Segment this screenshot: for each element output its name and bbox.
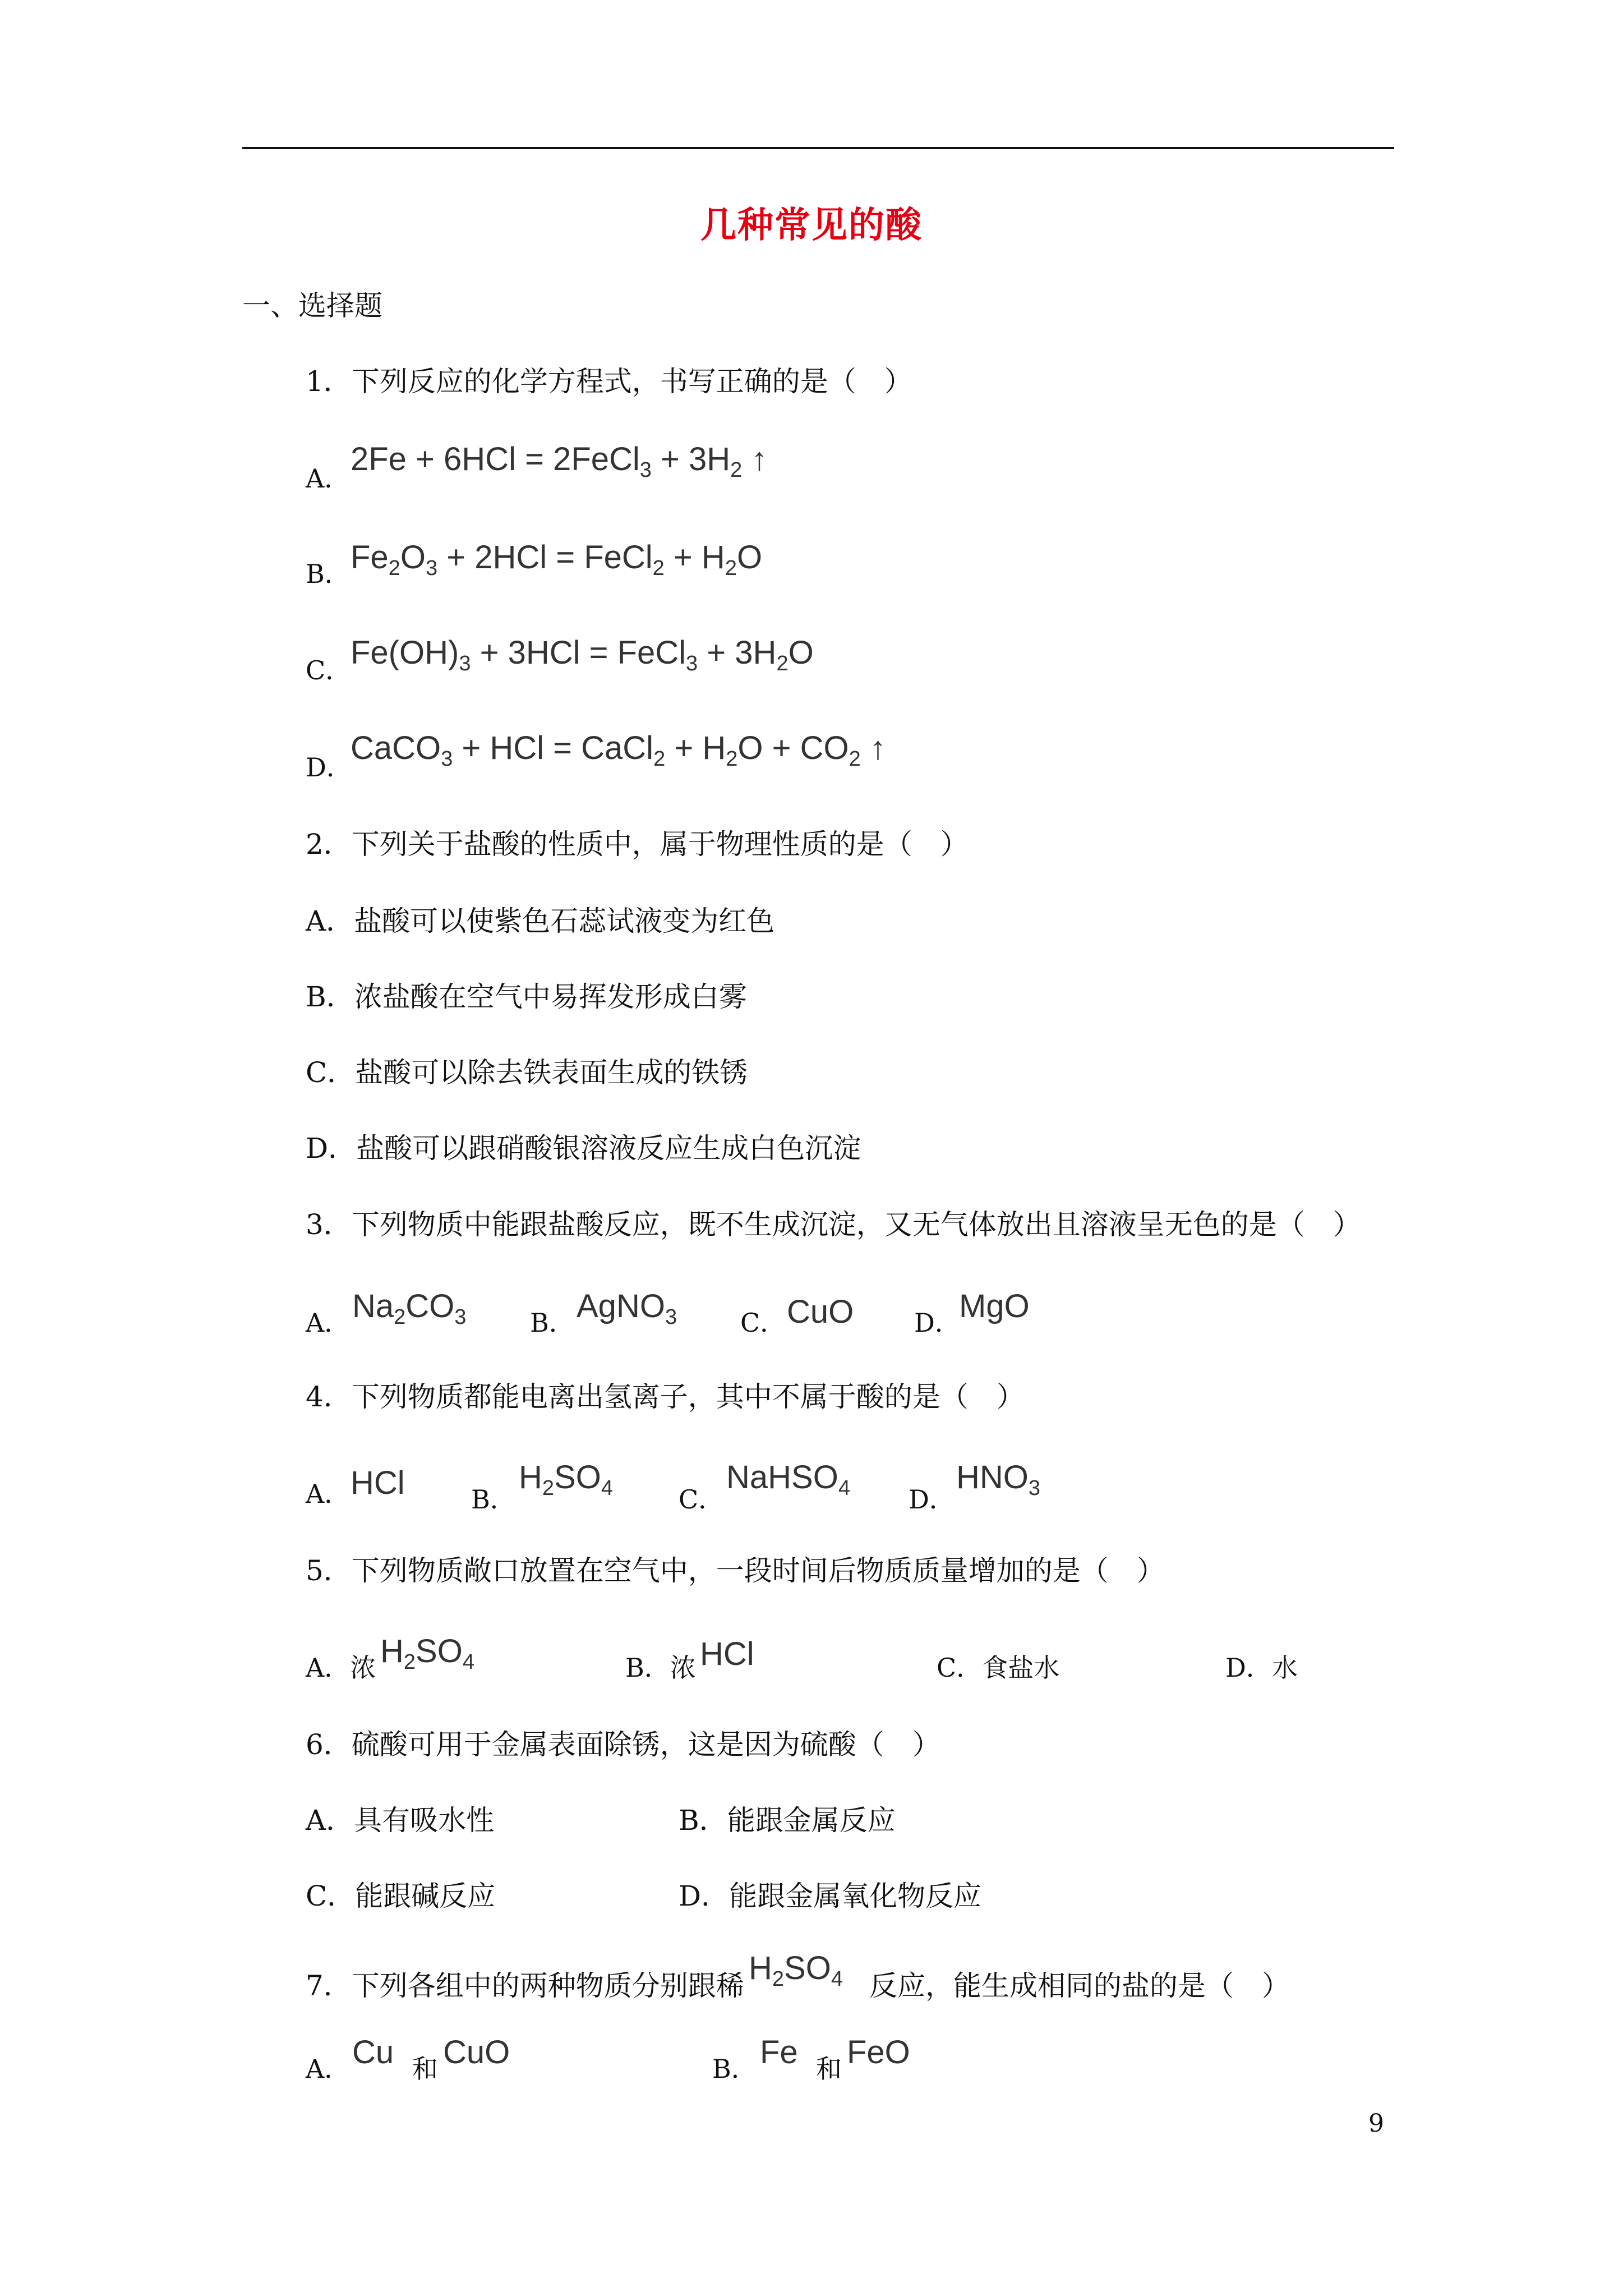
q4-option-d-formula: $HNO_3$ [956, 1459, 1041, 1500]
q3-option-c-label: C． [740, 1308, 786, 1338]
q7-option-b-join: 和 [816, 2054, 842, 2084]
q2-option-d: D．盐酸可以跟硝酸银溶液反应生成白色沉淀 [306, 1132, 861, 1165]
question-4-stem: 4．下列物质都能电离出氢离子，其中不属于酸的是（ ） [306, 1381, 1025, 1413]
q5-option-a-formula: $H_2SO_4$ [380, 1633, 474, 1674]
q4-option-d-label: D． [909, 1484, 955, 1515]
q7-option-a-label: A． [306, 2054, 351, 2084]
q7-option-a-join: 和 [412, 2054, 438, 2084]
question-3-stem: 3．下列物质中能跟盐酸反应，既不生成沉淀，又无气体放出且溶液呈无色的是（ ） [306, 1208, 1361, 1241]
q4-option-c-label: C． [679, 1484, 725, 1515]
q3-option-a-label: A． [306, 1308, 351, 1338]
q5-option-d: D．水 [1225, 1653, 1298, 1683]
header-rule [242, 147, 1394, 149]
page-title: 几种常见的酸 [700, 204, 923, 246]
question-2-stem: 2．下列关于盐酸的性质中，属于物理性质的是（ ） [306, 828, 969, 861]
q6-option-c: C．能跟碱反应 [306, 1880, 496, 1912]
q4-option-b-formula: $H_2SO_4$ [519, 1459, 613, 1500]
question-6-stem: 6．硫酸可用于金属表面除锈，这是因为硫酸（ ） [306, 1728, 940, 1761]
q5-option-c: C．食盐水 [937, 1653, 1060, 1683]
question-7-stem-before: 7．下列各组中的两种物质分别跟稀 [306, 1970, 744, 2002]
q1-option-c-formula: $Fe(OH)_3 + 3HCl$ = FeCl$_3$ + $3H_2O$ [351, 634, 814, 675]
q4-option-b-label: B． [471, 1484, 516, 1515]
q7-option-a-formula1: Cu [352, 2034, 394, 2070]
question-7-stem-after: 反应，能生成相同的盐的是（ ） [869, 1970, 1290, 2002]
q7-option-b-formula1: Fe [760, 2034, 798, 2070]
q7-option-b-label: B． [712, 2054, 757, 2084]
q6-option-a: A．具有吸水性 [306, 1804, 495, 1837]
q4-option-a-label: A． [306, 1479, 351, 1509]
q2-option-c: C．盐酸可以除去铁表面生成的铁锈 [306, 1056, 748, 1089]
page-number: 9 [1368, 2109, 1384, 2138]
q4-option-c-formula: NaHSO$_4$ [726, 1459, 850, 1500]
q1-option-b-label: B． [306, 559, 351, 589]
section-heading: 一、选择题 [242, 289, 382, 322]
q3-option-a-formula: $Na_2CO_3$ [352, 1288, 467, 1329]
q1-option-c-label: C． [306, 655, 352, 685]
q3-option-b-formula: AgNO$_3$ [577, 1288, 677, 1329]
q1-option-a-formula: 2Fe + 6HCl = 2FeCl$_3$ + $3H_2$ ↑ [351, 441, 768, 482]
q2-option-b: B．浓盐酸在空气中易挥发形成白雾 [306, 981, 747, 1013]
q6-option-d: D．能跟金属氧化物反应 [679, 1880, 982, 1912]
q3-option-b-label: B． [530, 1308, 575, 1338]
q3-option-c-formula: CuO [787, 1294, 854, 1330]
q6-option-b: B．能跟金属反应 [679, 1804, 896, 1837]
q5-option-b-label: B．浓 [625, 1653, 696, 1683]
q2-option-a: A．盐酸可以使紫色石蕊试液变为红色 [306, 905, 775, 937]
q7-option-a-formula2: CuO [443, 2034, 510, 2070]
q3-option-d-formula: MgO [959, 1288, 1030, 1324]
q5-option-b-formula: HCl [700, 1636, 754, 1672]
q1-option-d-formula: CaCO$_3$ + HCl = CaCl$_2$ + $H_2O + CO_2$ ↑ [351, 730, 886, 771]
q5-option-a-label: A．浓 [306, 1653, 376, 1683]
q3-option-d-label: D． [914, 1308, 961, 1338]
q1-option-d-label: D． [306, 752, 352, 783]
q4-option-a-formula: HCl [351, 1465, 405, 1501]
question-1-stem: 1．下列反应的化学方程式，书写正确的是（ ） [306, 365, 912, 398]
question-7-stem-formula: $H_2SO_4$ [749, 1950, 843, 1991]
question-5-stem: 5．下列物质敞口放置在空气中，一段时间后物质质量增加的是（ ） [306, 1554, 1165, 1587]
q1-option-a-label: A． [306, 463, 351, 494]
q7-option-b-formula2: FeO [847, 2034, 910, 2070]
q1-option-b-formula: $Fe_2O_3 + 2HCl$ = FeCl$_2$ + $H_2O$ [351, 539, 763, 580]
